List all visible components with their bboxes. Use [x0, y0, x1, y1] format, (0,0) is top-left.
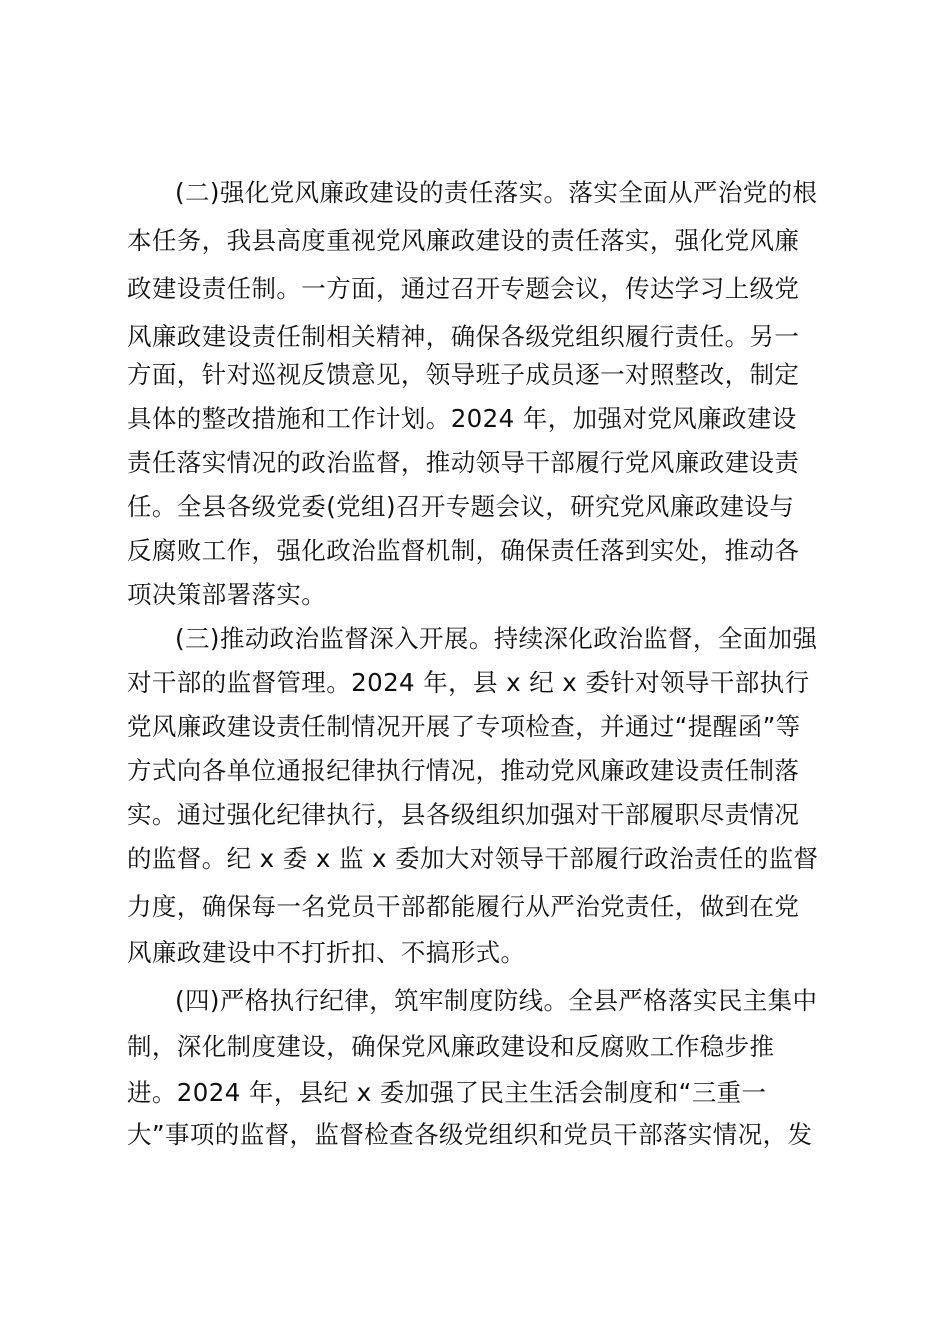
- section-4-heading-line: (四)严格执行纪律，筑牢制度防线。全县严格落实民主集中: [175, 986, 818, 1015]
- paragraph-line: 本任务，我县高度重视党风廉政建设的责任落实，强化党风廉: [127, 226, 800, 255]
- paragraph-line: 制，深化制度建设，确保党风廉政建设和反腐败工作稳步推: [127, 1032, 775, 1061]
- paragraph-line: 对干部的监督管理。2024 年，县 x 纪 x 委针对领导干部执行: [127, 668, 810, 697]
- paragraph-line: 项决策部署落实。: [127, 580, 327, 609]
- paragraph-line: 方面，针对巡视反馈意见，领导班子成员逐一对照整改，制定: [127, 360, 800, 389]
- paragraph-line: 方式向各单位通报纪律执行情况，推动党风廉政建设责任制落: [127, 756, 800, 785]
- paragraph-line: 任。全县各级党委(党组)召开专题会议，研究党风廉政建设与: [127, 492, 795, 521]
- paragraph-line: 的监督。纪 x 委 x 监 x 委加大对领导干部履行政治责任的监督: [127, 844, 819, 873]
- paragraph-line: 大”事项的监督，监督检查各级党组织和党员干部落实情况，发: [127, 1120, 813, 1149]
- section-3-heading-line: (三)推动政治监督深入开展。持续深化政治监督，全面加强: [175, 624, 818, 653]
- paragraph-line: 力度，确保每一名党员干部都能履行从严治党责任，做到在党: [127, 892, 800, 921]
- paragraph-line: 党风廉政建设责任制情况开展了专项检查，并通过“提醒函”等: [127, 712, 801, 741]
- paragraph-line: 进。2024 年，县纪 x 委加强了民主生活会制度和“三重一: [127, 1078, 767, 1107]
- paragraph-line: 反腐败工作，强化政治监督机制，确保责任落到实处，推动各: [127, 536, 800, 565]
- paragraph-line: 实。通过强化纪律执行，县各级组织加强对干部履职尽责情况: [127, 800, 800, 829]
- paragraph-line: 政建设责任制。一方面，通过召开专题会议，传达学习上级党: [127, 274, 800, 303]
- paragraph-line: 风廉政建设责任制相关精神，确保各级党组织履行责任。另一: [127, 322, 800, 351]
- paragraph-line: 风廉政建设中不打折扣、不搞形式。: [127, 938, 526, 967]
- paragraph-line: 具体的整改措施和工作计划。2024 年，加强对党风廉政建设: [127, 404, 797, 433]
- paragraph-line: 责任落实情况的政治监督，推动领导干部履行党风廉政建设责: [127, 448, 800, 477]
- section-2-heading-line: (二)强化党风廉政建设的责任落实。落实全面从严治党的根: [175, 178, 818, 207]
